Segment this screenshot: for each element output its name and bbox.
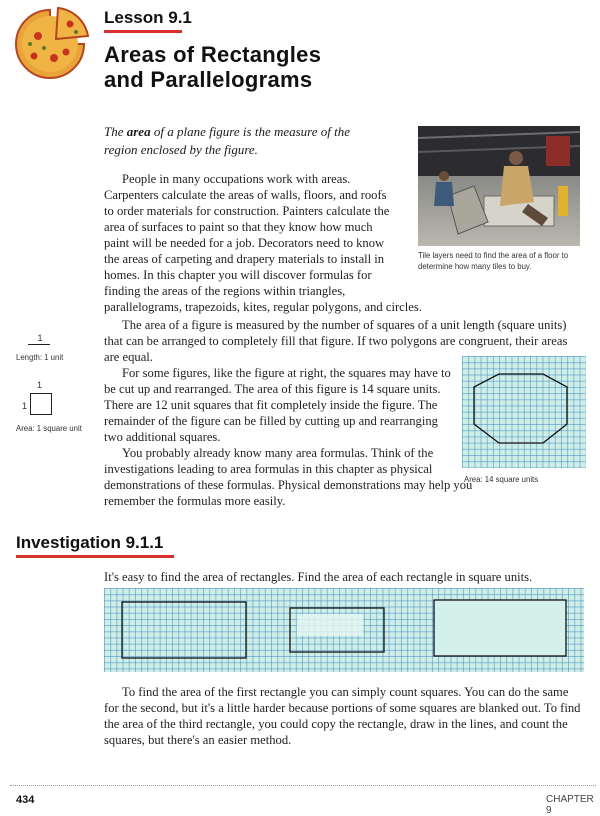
lesson-title	[104, 42, 321, 92]
chapter-label: CHAPTER 9	[546, 794, 594, 816]
paragraph-formulas-text: You probably already know many area formulas. Think of the investigations leading to area formulas in this chapter as physical demonstrations of these formulas. Physical demonstrations may help you remember the formulas more easily.	[104, 446, 473, 508]
lesson-title-line-1: Areas of Rectangles	[104, 42, 322, 67]
lesson-title-line-2: and Parallelograms	[104, 67, 313, 92]
page-number: 434	[16, 794, 35, 806]
square-top-value: 1	[37, 380, 43, 390]
investigation-intro: It's easy to find the area of rectangles. Find the area of each rectangle in square units.	[104, 570, 533, 584]
paragraph-unit-squares-text: The area of a figure is measured by the number of squares of a unit length (square units) that can be arranged to completely fill that figure. If two polygons are congruent, their areas are equal.	[104, 318, 568, 364]
lesson-label-underline	[104, 30, 182, 33]
paragraph-occupations-text: People in many occupations work with areas. Carpenters calculate the areas of walls, floors, and roofs to order materials for construction. Painters calculate the area of surfaces to paint so that they know how much paint will be needed for a job. Decorators need to know the areas of carpeting and drapery materials to install in homes. In this chapter you will discover formulas for finding the areas of the regions within triangles, parallelograms, trapezoids, kites, regular polygons, and circles.	[104, 172, 422, 314]
paragraph-occupations	[104, 171, 578, 315]
definition-term: area	[126, 124, 151, 139]
investigation-title-underline	[16, 555, 174, 558]
definition-after: of a plane figure is the measure of the region enclosed by the figure.	[104, 124, 351, 157]
length-value: 1	[37, 333, 43, 343]
rectangle-2-blanked	[297, 614, 363, 636]
unit-length-line	[28, 344, 50, 345]
rectangle-3	[434, 600, 566, 656]
paragraph-rearrange-text: For some figures, like the figure at right, the squares may have to be cut up and rearranged. The area of this figure is 14 square units. There are 12 unit squares that fit completely inside the figure. The remainder of the figure can be filled by cutting up and rearranging two additional squares.	[104, 366, 451, 444]
rectangles-grid-figure	[104, 588, 584, 672]
octagon-grid-figure	[462, 356, 586, 468]
rectangle-1	[122, 602, 246, 658]
square-label: Area: 1 square unit	[16, 424, 82, 433]
investigation-title: Investigation 9.1.1	[16, 533, 164, 552]
photo-caption: Tile layers need to find the area of a floor to determine how many tiles to buy.	[418, 251, 569, 271]
lesson-label: Lesson 9.1	[104, 8, 192, 27]
octagon-caption: Area: 14 square units	[464, 475, 539, 484]
pizza-icon	[10, 6, 90, 84]
square-left-value: 1	[22, 401, 28, 411]
definition-before: The	[104, 124, 127, 139]
length-label: Length: 1 unit	[16, 353, 64, 362]
footer-rule	[10, 785, 596, 786]
unit-square	[30, 393, 52, 415]
investigation-followup-text: To find the area of the first rectangle you can simply count squares. You can do the same for the second, but it's a little harder because portions of some squares are blanked out. To find the area of the third rectangle, you could copy the rectangle, draw in the lines, and count the squares, but there's an easier method.	[104, 685, 581, 747]
definition	[104, 123, 384, 159]
octagon-shape	[474, 374, 567, 443]
investigation-followup	[104, 684, 584, 748]
paragraph-formulas	[104, 445, 484, 515]
paragraph-rearrange	[104, 365, 452, 445]
